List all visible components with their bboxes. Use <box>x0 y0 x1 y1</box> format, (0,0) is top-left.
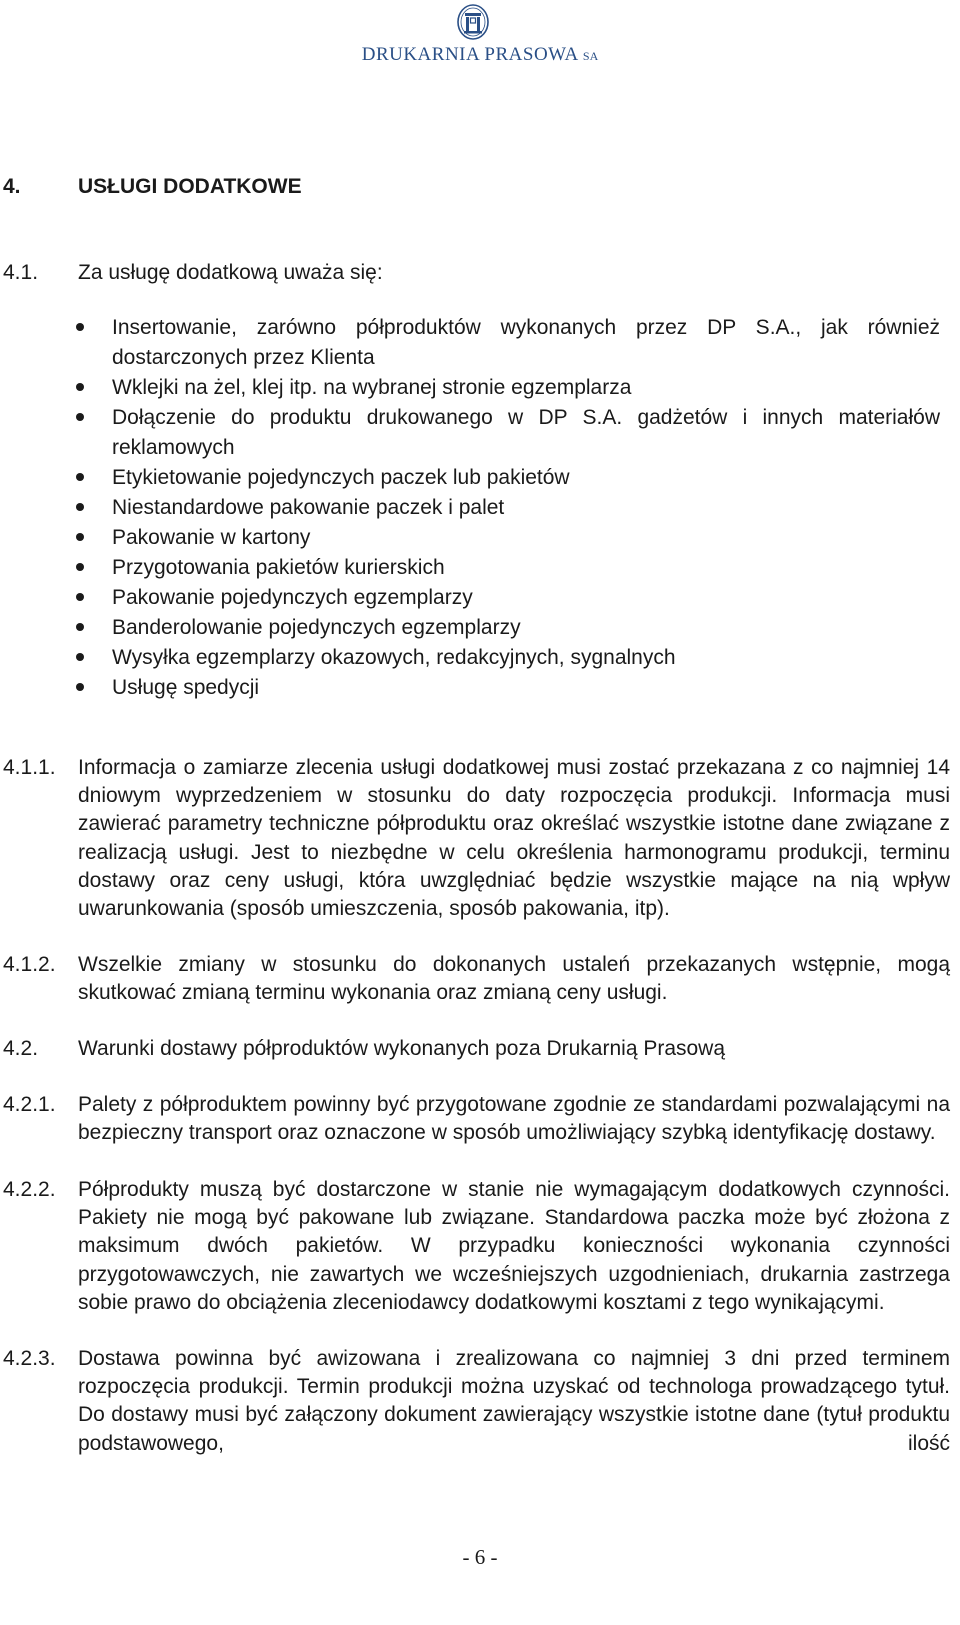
paragraph-text: Informacja o zamiarze zlecenia usługi dodatkowej musi zostać przekazana z co najmniej 14 dniowym wyprzedzeniem w stosunku do daty rozpoczęcia produkcji. Informacja musi zawierać parametry techniczne półproduktu oraz określać wszystkie istotne dane związane z realizacją usługi. Jest to niezbędne w celu określenia harmonogramu produkcji, terminu dostawy oraz ceny usługi, która uwzględniać będzie wszystkie mające na nią wpływ uwarunkowania (sposób umieszczenia, sposób pakowania, itp). <box>78 756 950 921</box>
list-item: Pakowanie w kartony <box>72 523 940 553</box>
list-item: Niestandardowe pakowanie paczek i palet <box>72 493 940 523</box>
bullet-icon <box>76 683 84 691</box>
list-item: Banderolowanie pojedynczych egzemplarzy <box>72 613 940 643</box>
paragraph-number: 4.1.2. <box>3 953 56 976</box>
subsection-title: Warunki dostawy półproduktów wykonanych poza Drukarnią Prasową <box>78 1037 726 1060</box>
paragraph-number: 4.2.1. <box>3 1093 56 1116</box>
list-item: Etykietowanie pojedynczych paczek lub pakietów <box>72 463 940 493</box>
bullet-icon <box>76 383 84 391</box>
paragraph-text: Wszelkie zmiany w stosunku do dokonanych ustaleń przekazanych wstępnie, mogą skutkować zmianą terminu wykonania oraz zmianą ceny usługi. <box>78 953 950 1005</box>
bullet-icon <box>76 413 84 421</box>
paragraph-text: Półprodukty muszą być dostarczone w stanie nie wymagającym dodatkowych czynności. Pakiety nie mogą być pakowane lub związane. Standardowa paczka może być złożona z maksimum dwóch pakietów. W przypadku konieczności wykonania czynności przygotowawczych, nie zawartych we wcześniejszych uzgodnieniach, drukarnia zastrzega sobie prawo do obciążenia zleceniodawcy dodatkowymi kosztami z tego wynikającymi. <box>78 1178 950 1314</box>
list-item: Insertowanie, zarówno półproduktów wykonanych przez DP S.A., jak również dostarczonych przez Klienta <box>72 313 940 373</box>
paragraph-4-2-1 <box>0 1091 950 1147</box>
section-title: USŁUGI DODATKOWE <box>78 175 302 198</box>
subsection-number: 4.1. <box>3 261 39 284</box>
list-item: Dołączenie do produktu drukowanego w DP S.A. gadżetów i innych materiałów reklamowych <box>72 403 940 463</box>
paragraph-4-2-3 <box>0 1345 950 1458</box>
page-header <box>0 0 960 70</box>
bullet-icon <box>76 623 84 631</box>
bullet-icon <box>76 593 84 601</box>
bullet-icon <box>76 563 84 571</box>
company-logo-text: DRUKARNIA PRASOWA SA <box>361 44 599 65</box>
paragraph-text: Palety z półproduktem powinny być przygotowane zgodnie ze standardami pozwalającymi na bezpieczny transport oraz oznaczone w sposób umożliwiający szybką identyfikację dostawy. <box>78 1093 950 1145</box>
paragraph-text: Dostawa powinna być awizowana i zrealizowana co najmniej 3 dni przed terminem rozpoczęcia produkcji. Termin produkcji można uzyskać od technologa prowadzącego tytuł. Do dostawy musi być załączony dokument zawierający wszystkie istotne dane (tytuł produktu podstawowego, ilość <box>78 1347 950 1455</box>
bullet-icon <box>76 653 84 661</box>
paragraph-number: 4.1.1. <box>3 756 56 779</box>
bullet-icon <box>76 323 84 331</box>
paragraph-4-1-1 <box>0 754 950 923</box>
list-item: Usługę spedycji <box>72 673 940 703</box>
bullet-icon <box>76 503 84 511</box>
subsection-title: Za usługę dodatkową uważa się: <box>78 261 383 284</box>
paragraph-4-2-2 <box>0 1176 950 1317</box>
paragraph-4-1-2 <box>0 951 950 1007</box>
drukarnia-emblem-icon <box>456 3 490 41</box>
list-item: Pakowanie pojedynczych egzemplarzy <box>72 583 940 613</box>
list-item: Wklejki na żel, klej itp. na wybranej stronie egzemplarza <box>72 373 940 403</box>
page-number: - 6 - <box>462 1545 498 1569</box>
bullet-icon <box>76 533 84 541</box>
paragraph-number: 4.2.2. <box>3 1178 56 1201</box>
list-item: Przygotowania pakietów kurierskich <box>72 553 940 583</box>
list-item: Wysyłka egzemplarzy okazowych, redakcyjnych, sygnalnych <box>72 643 940 673</box>
subsection-number: 4.2. <box>3 1037 39 1060</box>
services-list <box>72 313 940 703</box>
section-number: 4. <box>3 175 21 198</box>
bullet-icon <box>76 473 84 481</box>
paragraph-number: 4.2.3. <box>3 1347 56 1370</box>
